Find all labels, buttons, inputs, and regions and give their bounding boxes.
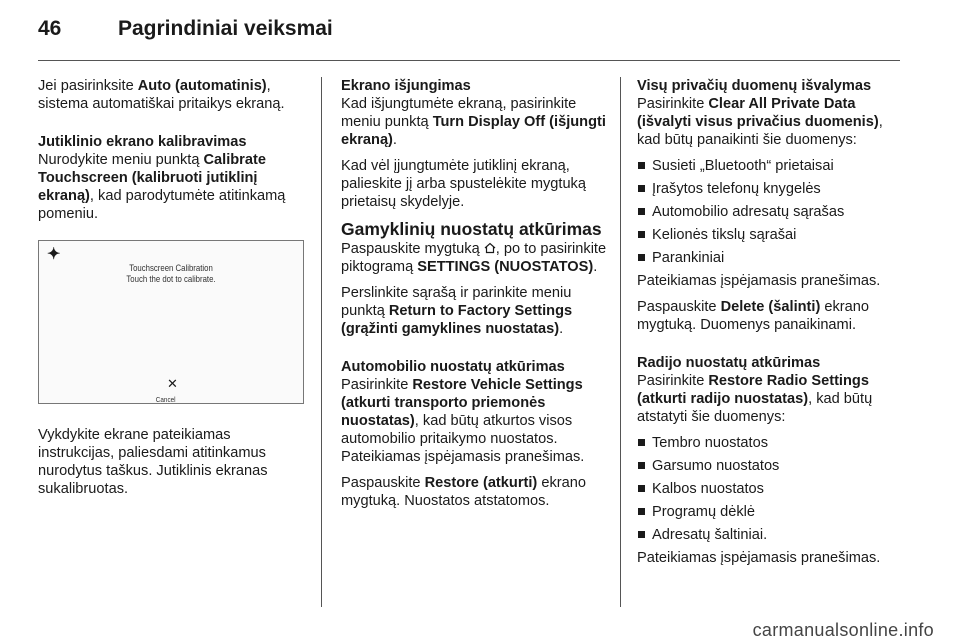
watermark: carmanualsonline.info <box>752 620 934 640</box>
bullet-list <box>637 157 907 267</box>
paragraph: Pasirinkite Restore Radio Settings (atkurti radijo nuostatas), kad būtų atstatyti šie duomenys: <box>637 373 873 425</box>
list-item: Parankiniai <box>637 249 907 267</box>
paragraph: Pateikiamas įspėjamasis pranešimas. <box>637 273 881 289</box>
section-heading: Visų privačių duomenų išvalymas <box>637 78 872 94</box>
column-divider <box>620 77 621 607</box>
calibration-title: Touchscreen Calibration <box>129 263 213 274</box>
list-item: Kalbos nuostatos <box>637 480 907 498</box>
paragraph: Perslinkite sąrašą ir parinkite meniu punktą Return to Factory Settings (grąžinti gamyklines nuostatas). <box>341 285 573 337</box>
calibration-instruction: Touch the dot to calibrate. <box>126 274 216 285</box>
paragraph: Pateikiamas įspėjamasis pranešimas. <box>637 550 881 566</box>
column-1 <box>38 77 306 506</box>
paragraph: Paspauskite mygtuką , po to pasirinkite piktogramą SETTINGS (NUOSTATOS). <box>341 241 607 275</box>
paragraph: Jei pasirinksite Auto (automatinis), sistema automatiškai pritaikys ekraną. <box>38 78 285 112</box>
page-title: Pagrindiniai veiksmai <box>118 17 333 40</box>
paragraph: Paspauskite Delete (šalinti) ekrano mygtuką. Duomenys panaikinami. <box>637 299 869 333</box>
crosshair-icon: ✦ <box>47 246 61 263</box>
section-heading-large: Gamyklinių nuostatų atkūrimas <box>341 219 602 239</box>
section-heading: Radijo nuostatų atkūrimas <box>637 355 821 371</box>
column-2 <box>341 77 611 518</box>
paragraph: Paspauskite Restore (atkurti) ekrano mygtuką. Nuostatos atstatomos. <box>341 475 586 509</box>
paragraph: Pasirinkite Clear All Private Data (išvalyti visus privačius duomenis), kad būtų panaikinti šie duomenys: <box>637 96 883 148</box>
paragraph: Kad išjungtumėte ekraną, pasirinkite meniu punktą Turn Display Off (išjungti ekraną). <box>341 96 606 148</box>
list-item: Tembro nuostatos <box>637 434 907 452</box>
bullet-list <box>637 434 907 544</box>
header-rule <box>38 60 900 61</box>
list-item: Adresatų šaltiniai. <box>637 526 907 544</box>
section-heading: Automobilio nuostatų atkūrimas <box>341 359 565 375</box>
paragraph: Kad vėl įjungtumėte jutiklinį ekraną, palieskite jį arba spustelėkite mygtuką prietaisų skydelyje. <box>341 158 586 210</box>
list-item: Garsumo nuostatos <box>637 457 907 475</box>
close-icon: ✕ <box>167 376 178 391</box>
section-heading: Ekrano išjungimas <box>341 78 471 94</box>
home-icon <box>484 242 496 254</box>
paragraph: Pasirinkite Restore Vehicle Settings (atkurti transporto priemonės nuostatas), kad būtų atkurtos visos automobilio pritaikymo nuostatos. Pateikiamas įspėjamasis pranešimas. <box>341 377 585 465</box>
calibration-screen-illustration <box>38 240 304 404</box>
cancel-label: Cancel <box>155 395 176 404</box>
paragraph: Nurodykite meniu punktą Calibrate Touchscreen (kalibruoti jutiklinį ekraną), kad parodytumėte atitinkamą pomeniu. <box>38 152 286 222</box>
section-heading: Jutiklinio ekrano kalibravimas <box>38 134 247 150</box>
list-item: Įrašytos telefonų knygelės <box>637 180 907 198</box>
list-item: Programų dėklė <box>637 503 907 521</box>
list-item: Kelionės tikslų sąrašai <box>637 226 907 244</box>
list-item: Susieti „Bluetooth“ prietaisai <box>637 157 907 175</box>
column-3 <box>637 77 907 575</box>
page-number: 46 <box>38 17 62 40</box>
column-divider <box>321 77 322 607</box>
list-item: Automobilio adresatų sąrašas <box>637 203 907 221</box>
paragraph: Vykdykite ekrane pateikiamas instrukcijas, paliesdami atitinkamus nurodytus taškus. Jutiklinis ekranas sukalibruotas. <box>38 427 268 497</box>
